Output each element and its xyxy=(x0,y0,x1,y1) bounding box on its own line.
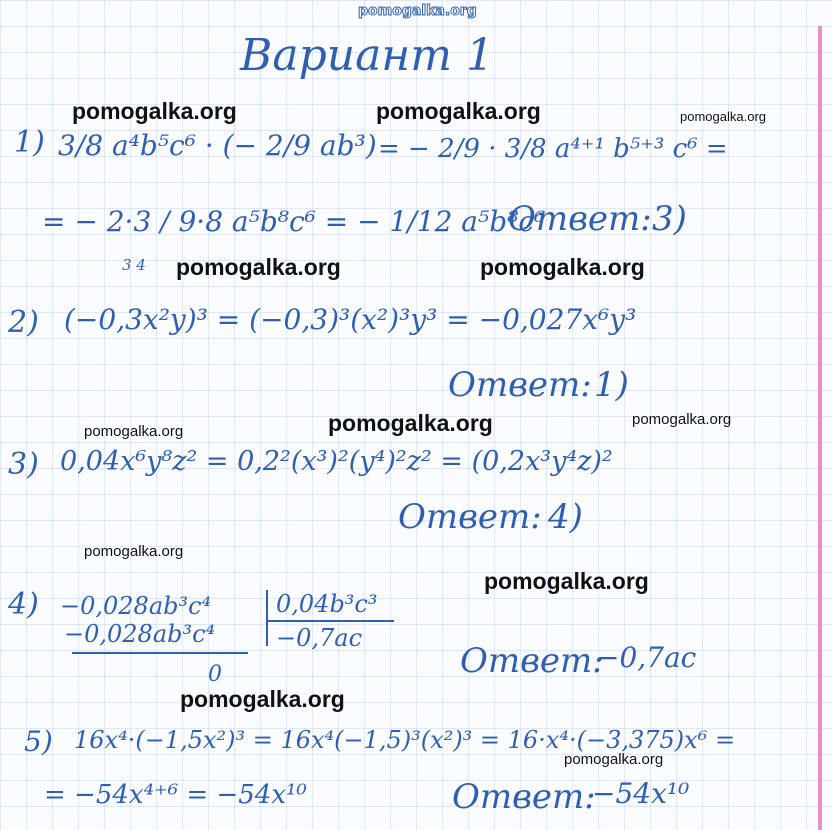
watermark: pomogalka.org xyxy=(328,410,493,436)
watermark: pomogalka.org xyxy=(176,254,341,280)
p3-answer-word: Ответ: xyxy=(398,497,542,537)
p5-number: 5) xyxy=(24,725,53,758)
watermark: pomogalka.org xyxy=(564,751,664,768)
p4-answer: −0,7ac xyxy=(596,641,697,674)
p4-number: 4) xyxy=(8,587,39,622)
watermark: pomogalka.org xyxy=(84,423,184,440)
red-margin-line xyxy=(818,26,822,830)
p5-step2: = −54x⁴⁺⁶ = −54x¹⁰ xyxy=(44,780,307,810)
p2-expression: (−0,3x²y)³ = (−0,3)³(x²)³y³ = −0,027x⁶y³ xyxy=(64,303,637,336)
p2-number: 2) xyxy=(8,305,39,340)
watermark: pomogalka.org xyxy=(84,543,184,560)
watermark-top: pomogalka.org xyxy=(358,3,477,19)
p1-answer: 3) xyxy=(652,199,687,239)
p1-step2: = − 2·3 / 9·8 a⁵b⁸c⁶ = − 1/12 a⁵b⁸c⁶ xyxy=(42,205,546,238)
p4-divisor: 0,04b³c³ xyxy=(276,590,378,618)
p1-answer-word: Ответ: xyxy=(508,199,652,239)
p1-step1: = − 2/9 · 3/8 a⁴⁺¹ b⁵⁺³ c⁶ = xyxy=(378,134,728,164)
watermark: pomogalka.org xyxy=(680,109,766,124)
p1-number: 1) xyxy=(14,125,45,160)
p2-answer-word: Ответ: xyxy=(448,365,592,405)
p3-answer: 4) xyxy=(548,497,583,537)
p4-quotient: −0,7ac xyxy=(276,624,363,652)
p2-answer: 1) xyxy=(594,365,629,405)
watermark: pomogalka.org xyxy=(632,411,732,428)
p4-division-bar xyxy=(266,590,268,646)
p4-subtrahend: −0,028ab³c⁴ xyxy=(64,620,216,648)
p5-answer: −54x¹⁰ xyxy=(592,777,690,810)
p3-expression: 0,04x⁶y⁸z² = 0,2²(x³)²(y⁴)²z² = (0,2x³y⁴z)² xyxy=(60,446,613,477)
p4-answer-word: Ответ: xyxy=(460,641,604,681)
watermark: pomogalka.org xyxy=(72,98,237,124)
p1-lhs: 3/8 a⁴b⁵c⁶ · (− 2/9 ab³) xyxy=(58,129,377,162)
p1-cancel-sub: 3 4 xyxy=(122,256,146,274)
p4-subtraction-line xyxy=(72,652,248,654)
p3-number: 3) xyxy=(8,447,39,482)
watermark: pomogalka.org xyxy=(484,568,649,594)
watermark: pomogalka.org xyxy=(376,98,541,124)
p4-divisor-line xyxy=(268,620,394,622)
p4-dividend: −0,028ab³c⁴ xyxy=(60,592,212,620)
p4-remainder: 0 xyxy=(208,662,222,687)
variant-title: Вариант 1 xyxy=(240,30,494,81)
p5-answer-word: Ответ: xyxy=(452,777,596,817)
watermark: pomogalka.org xyxy=(480,254,645,280)
watermark: pomogalka.org xyxy=(180,686,345,712)
p5-expression: 16x⁴·(−1,5x²)³ = 16x⁴(−1,5)³(x²)³ = 16·x⁴·(−3,375)x⁶ = xyxy=(74,726,736,754)
